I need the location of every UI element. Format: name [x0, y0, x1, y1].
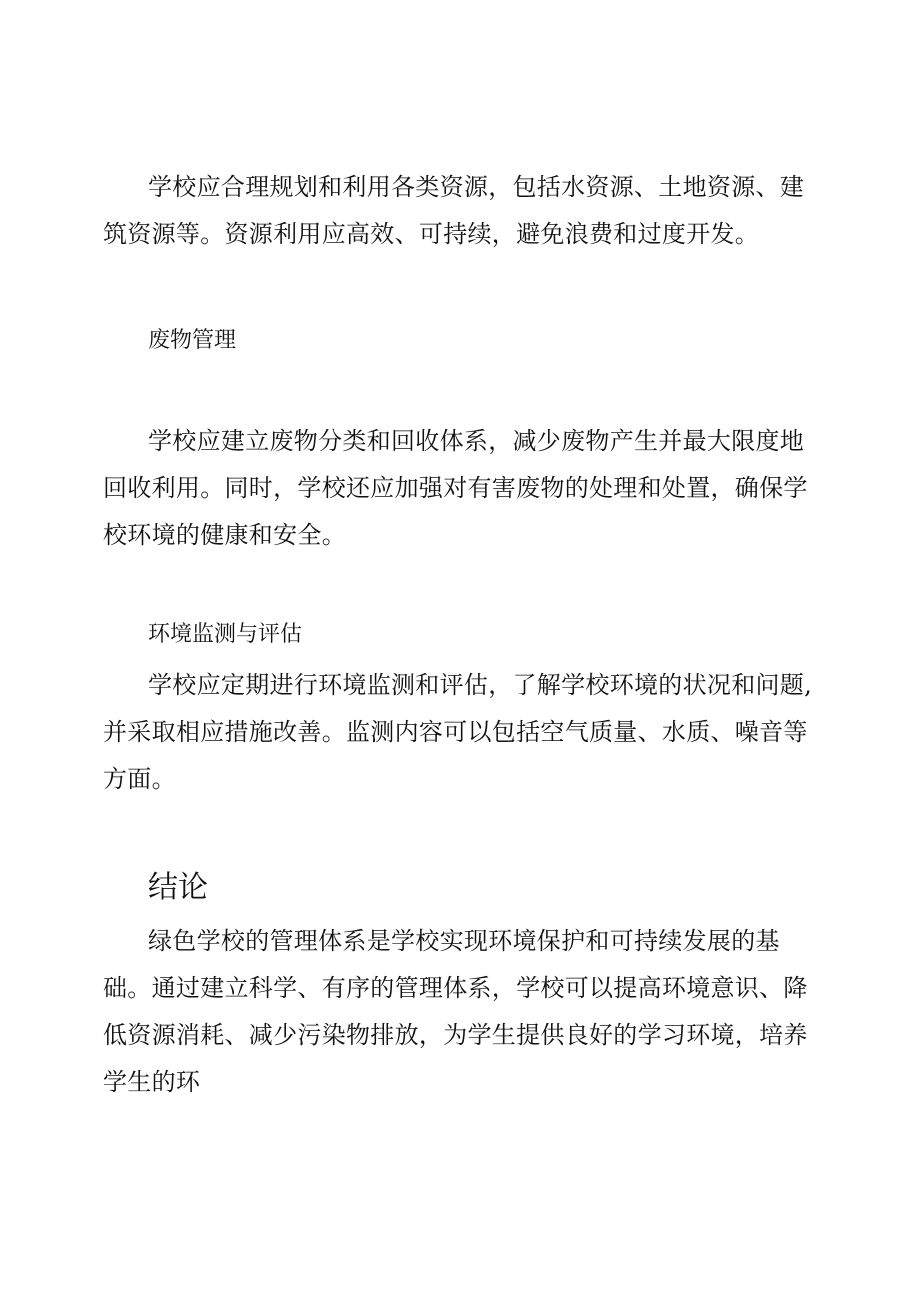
environment-monitoring-paragraph: 学校应定期进行环境监测和评估，了解学校环境的状况和问题,并采取相应措施改善。监测内容可以包括空气质量、水质、噪音等方面。 — [103, 671, 813, 793]
conclusion-paragraph: 绿色学校的管理体系是学校实现环境保护和可持续发展的基础。通过建立科学、有序的管理体系，学校可以提高环境意识、降低资源消耗、减少污染物排放，为学生提供良好的学习环境，培养学生的环 — [103, 927, 808, 1096]
environment-monitoring-heading: 环境监测与评估 — [148, 622, 303, 647]
conclusion-heading: 结论 — [148, 870, 208, 905]
waste-management-heading: 废物管理 — [148, 328, 237, 353]
resource-paragraph: 学校应合理规划和利用各类资源，包括水资源、土地资源、建筑资源等。资源利用应高效、可持续，避免浪费和过度开发。 — [103, 173, 805, 248]
waste-management-paragraph: 学校应建立废物分类和回收体系，减少废物产生并最大限度地回收利用。同时，学校还应加强对有害废物的处理和处置，确保学校环境的健康和安全。 — [103, 427, 808, 549]
